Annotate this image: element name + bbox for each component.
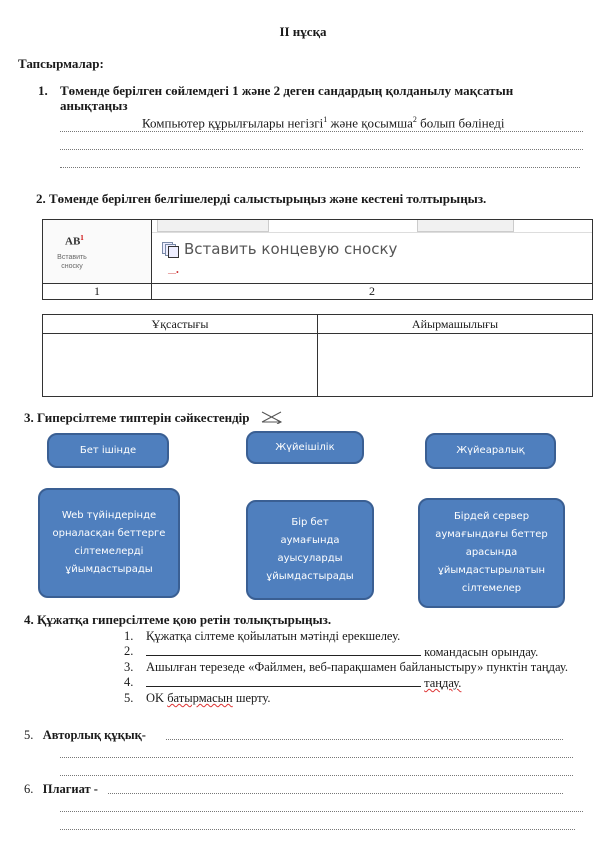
description-box-same-server[interactable]: Бірдей сервер аумағындағы беттер арасында ұйымдастырылатын сілтемелер [418,498,565,608]
step-item: 2. командасын орындау. [124,644,539,659]
step-item: 5. OK батырмасын шерту. [124,691,271,705]
fill-blank[interactable] [146,644,421,656]
question-1-number: 1. [38,83,48,98]
question-1-text: Төменде берілген сөйлемдегі 1 және 2 деген сандардың қолданылу мақсатын анықтаңыз [60,83,514,113]
answer-line[interactable] [60,811,583,812]
answer-line[interactable] [60,167,580,168]
answer-line[interactable] [108,793,563,794]
icons-table-cell-2 [152,220,593,284]
answer-line[interactable] [166,739,563,740]
step-item: 1. Құжатқа сілтеме қойылатын мәтінді ерекшелеу. [124,629,401,643]
similarity-header: Ұқсастығы [43,315,318,334]
icons-table-cell-1 [43,220,152,284]
difference-answer-cell[interactable] [318,334,593,397]
description-box-web-nodes[interactable]: Web түйіндерінде орналасқан беттерге сілтемелерді ұйымдастырады [38,488,180,598]
type-box-in-page[interactable]: Бет ішінде [47,433,169,468]
step-item: 4. таңдау. [124,675,462,690]
question-3-text: 3. Гиперсілтеме типтерін сәйкестендір [24,410,283,426]
description-box-one-page[interactable]: Бір бет аумағында ауысуларды ұйымдастырады [246,500,374,600]
answer-line[interactable] [60,149,583,150]
endnote-mark-icon: —• [168,268,179,277]
tasks-heading: Тапсырмалар: [18,56,104,71]
footnote-mark-1: 1 [323,115,328,124]
answer-line[interactable] [60,829,575,830]
difference-header: Айырмашылығы [318,315,593,334]
question-5: 5. Авторлық құқық- [24,728,146,742]
similarity-answer-cell[interactable] [43,334,318,397]
insert-footnote-caption: Вставить сноску [57,254,87,270]
type-box-intra-system[interactable]: Жүйеішілік [246,431,364,464]
endnote-icon [162,242,178,256]
answer-line[interactable] [60,757,573,758]
question-4-text: 4. Құжатқа гиперсілтеме қою ретін толықтырыңыз. [24,612,332,627]
answer-line[interactable] [60,131,583,132]
variant-title: II нұсқа [279,24,327,39]
fill-blank[interactable] [146,675,421,687]
step-item: 3. Ашылған терезеде «Файлмен, веб-парақшамен байланыстыру» пунктін таңдау. [124,660,568,674]
ribbon-tab [157,220,269,232]
ribbon-tab [417,220,514,232]
icons-table [42,219,593,300]
question-1-sentence: Компьютер құрылғылары негізгі$^1$ және қосымша$^2$ болып бөлінеді [142,115,505,131]
insert-footnote-icon: $AB^1$ [65,234,84,248]
footnote-mark-2: 2 [412,115,417,124]
match-arrows-icon [261,410,283,424]
question-6: 6. Плагиат - [24,782,98,796]
steps-list [124,629,584,706]
question-2-text: 2. Төменде берілген белгішелерді салыстырыңыз және кестені толтырыңыз. [36,191,487,206]
answer-line[interactable] [60,775,573,776]
icon-number-2: 2 [152,284,593,300]
insert-endnote-button: Вставить концевую сноску [162,240,397,258]
ribbon-tabs [152,220,592,233]
icon-number-1: 1 [43,284,152,300]
type-box-inter-system[interactable]: Жүйеаралық [425,433,556,469]
compare-table [42,314,593,397]
